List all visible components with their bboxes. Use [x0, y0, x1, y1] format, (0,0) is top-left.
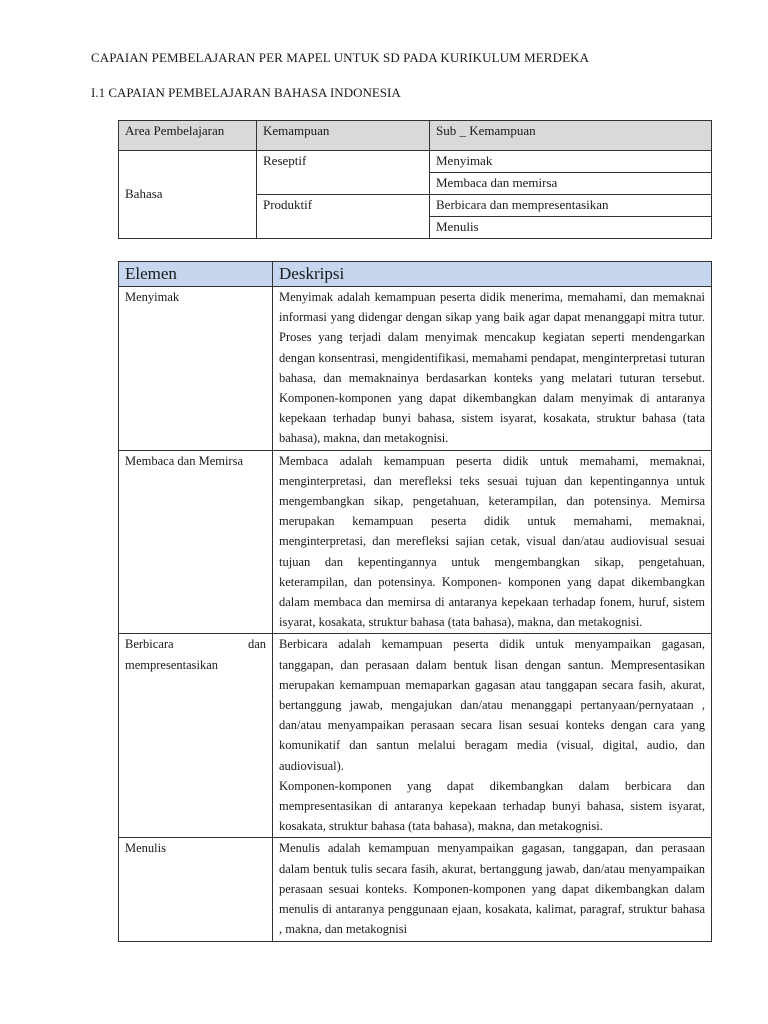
- table-row: [119, 287, 712, 451]
- table-row: [119, 838, 712, 941]
- sub-kemampuan-cell: Berbicara dan mempresentasikan: [430, 195, 712, 217]
- elemen-cell: Membaca dan Memirsa: [119, 450, 273, 634]
- document-title: CAPAIAN PEMBELAJARAN PER MAPEL UNTUK SD PADA KURIKULUM MERDEKA: [91, 50, 590, 65]
- elemen-cell: Menulis: [119, 838, 273, 941]
- sub-kemampuan-cell: Menulis: [430, 217, 712, 239]
- capaian-table-header: [119, 121, 712, 151]
- deskripsi-cell: Membaca adalah kemampuan peserta didik untuk memahami, memaknai, menginterpretasi, dan merefleksi teks sesuai tujuan dan kepentingannya untuk mengembangkan sikap, pengetahuan, keterampilan, dan potensinya. Memirsa merupakan kemampuan peserta didik untuk memahami, memaknai, menginterpretasi, dan merefleksi sajian cetak, visual dan/atau audiovisual sesuai tujuan dan kepentingannya untuk mengembangkan sikap, pengetahuan, keterampilan, dan potensinya. Komponen- komponen yang dapat dikembangkan dalam membaca dan memirsa di antaranya kepekaan terhadap fonem, huruf, sistem isyarat, kosakata, struktur bahasa (tata bahasa), makna, dan metakognisi.: [273, 450, 712, 634]
- elemen-cell: Menyimak: [119, 287, 273, 451]
- kemampuan-cell: Produktif: [257, 195, 430, 239]
- deskripsi-paragraph: Komponen-komponen yang dapat dikembangkan dalam berbicara dan mempresentasikan di antaranya kepekaan terhadap bunyi bahasa, sistem isyarat, kosakata, struktur bahasa (tata bahasa), makna, dan metakognisi.: [279, 778, 705, 834]
- sub-kemampuan-cell: Menyimak: [430, 151, 712, 173]
- kemampuan-cell: Reseptif: [257, 151, 430, 195]
- deskripsi-cell: Menulis adalah kemampuan menyampaikan gagasan, tanggapan, dan perasaan dalam bentuk tulis secara fasih, akurat, bertanggung jawab, dan/atau menyampaikan perasaan sesuai konteks. Komponen-komponen yang dapat dikembangkan dalam menulis di antaranya penggunaan ejaan, kosakata, kalimat, paragraf, struktur bahasa , makna, dan metakognisi: [273, 838, 712, 941]
- header-sub-kemampuan: Sub _ Kemampuan: [430, 121, 712, 151]
- deskripsi-cell: [273, 634, 712, 838]
- deskripsi-cell: Menyimak adalah kemampuan peserta didik menerima, memahami, dan memaknai informasi yang didengar dengan sikap yang baik agar dapat menanggapi mitra tutur. Proses yang terjadi dalam menyimak mencakup kegiatan seperti mendengarkan dengan konsentrasi, mengidentifikasi, memahami pendapat, menginterpretasi tuturan bahasa, dan memaknainya berdasarkan konteks yang melatari tuturan tersebut. Komponen-komponen yang dapat dikembangkan dalam menyimak di antaranya kepekaan terhadap bunyi bahasa, sistem isyarat, kosakata, struktur bahasa (tata bahasa), makna, dan metakognisi.: [273, 287, 712, 451]
- deskripsi-paragraph: Berbicara adalah kemampuan peserta didik untuk menyampaikan gagasan, tanggapan, dan perasaan dalam bentuk lisan dengan santun. Mempresentasikan merupakan kemampuan memaparkan gagasan atau tanggapan secara fasih, akurat, bertanggung jawab, mengajukan dan/atau menanggapi pertanyaan/pernyataan , dan/atau menyampaikan perasaan secara lisan sesuai konteks dengan cara yang komunikatif dan santun melalui beragam media (visual, digital, audio, dan audiovisual).: [279, 637, 705, 773]
- elemen-deskripsi-table: [118, 261, 712, 942]
- header-kemampuan: Kemampuan: [257, 121, 430, 151]
- table-row: [119, 450, 712, 634]
- table-row: [119, 634, 712, 838]
- elemen-cell: [119, 634, 273, 838]
- header-deskripsi: Deskripsi: [273, 262, 712, 287]
- header-area: Area Pembelajaran: [119, 121, 257, 151]
- header-elemen: Elemen: [119, 262, 273, 287]
- elemen-word: Berbicara: [125, 637, 174, 652]
- elemen-word: mempresentasikan: [125, 657, 219, 672]
- elemen-table-header: [119, 262, 712, 287]
- capaian-table: [118, 120, 712, 239]
- elemen-word: dan: [247, 637, 266, 652]
- area-cell: Bahasa: [119, 151, 257, 239]
- section-heading: I.1 CAPAIAN PEMBELAJARAN BAHASA INDONESIA: [91, 85, 401, 100]
- sub-kemampuan-cell: Membaca dan memirsa: [430, 173, 712, 195]
- table-row: [119, 151, 712, 173]
